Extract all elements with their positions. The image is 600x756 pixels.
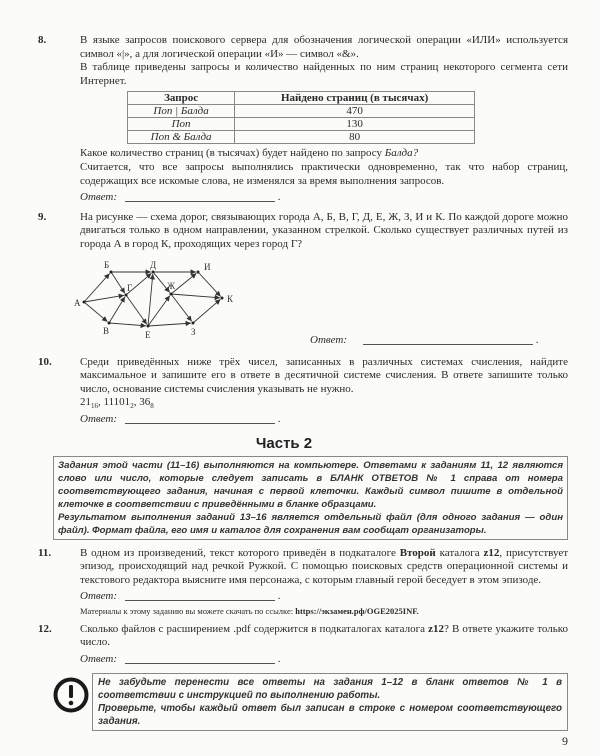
road-А-В [84,302,107,322]
road-В-Г [109,296,125,322]
road-Г-Е [126,295,147,324]
query-table [127,91,475,144]
city-node [170,292,173,295]
road-Ж-К [171,294,220,298]
part-2-instructions: Задания этой части (11–16) выполняются на компьютере. Ответами к заданиям 11, 12 являются слово или число, которые следует записать в БЛАНК ОТВЕТОВ № 1 справа от номера соответствующего задания, начиная с первой клеточки. Каждый символ пишите в отдельной клеточке в соответствии с приведёнными в бланке образцами. Результатом выполнения заданий 13–16 является отдельный файл (для одного задания — один файл). Формат файла, его имя и каталог для сохранения вам сообщат организаторы. [53,456,568,540]
city-node [83,300,86,303]
city-label: Д [150,259,157,270]
city-node [221,296,224,299]
answer-field-10[interactable] [125,423,275,424]
road-А-Г [84,295,124,302]
task-9 [0,211,568,350]
city-node [152,270,155,273]
road-В-Е [109,323,146,326]
task-8-table-intro: В таблице приведены запросы и количество найденных по ним страниц некоторого сегмента сети Интернет. [80,61,568,87]
page-number: 9 [562,733,568,748]
part-2-heading: Часть 2 [255,434,313,452]
warning [53,673,568,731]
answer-label: Ответ: [80,191,118,204]
road-З-К [193,299,220,323]
table-header-query: Запрос [128,92,235,105]
city-node [108,321,111,324]
materials-link[interactable]: https://экзамен.рф/OGE2025INF. [295,605,419,616]
road-И-К [198,272,221,297]
city-label: Г [127,282,133,293]
table-row: Поп & Балда 80 [128,131,475,144]
road-Ж-З [171,294,192,321]
city-label: Ж [167,280,176,291]
task-12-text: Сколько файлов с расширением .pdf содержится в подкаталогах каталога z12? В ответе укажите только число. [80,622,569,649]
table-header-pages: Найдено страниц (в тысячах) [235,92,475,105]
task-number-9: 9. [38,210,47,223]
task-8-intro: В языке запросов поискового сервера для обозначения логической операции «ИЛИ» используется символ «|», а для логической операции «И» — символ «&». [80,34,568,60]
task-9-text: На рисунке — схема дорог, связывающих города А, Б, В, Г, Д, Е, Ж, З, И и К. По каждой дороге можно двигаться только в одном направлении, указанном стрелкой. Сколько существует различных путей из города А в город К, проходящих через город Г? [80,210,568,250]
task-12: 12. Сколько файлов с расширением .pdf содержится в подкаталогах каталога z12? В ответе укажите только число. Ответ: . [38,622,569,666]
city-label: И [204,261,211,272]
task-number-12: 12. [38,622,52,635]
task-number-11: 11. [38,546,52,559]
answer-field-9[interactable] [363,344,533,345]
city-label: К [227,293,234,304]
city-label: Б [104,259,110,270]
city-label: Е [145,329,151,340]
task-11: 11. В одном из произведений, текст которого приведён в подкаталоге Второй каталога z12, присутствует эпизод, происходящий над речкой Ружкой. С помощью поисковых средств операционной системы и текстового редактора выясните имя персонажа, с которым главный герой беседует в этом эпизоде. Ответ: . Материалы к этому заданию вы можете скачать по ссылке: https://экзамен.рф/OGE2025INF. [38,546,569,616]
road-Е-Д [148,274,153,326]
table-row: Поп | Балда 470 [128,105,475,118]
road-А-Б [84,273,110,302]
city-label: В [103,325,110,336]
task-9-answer: Ответ: . [310,333,539,346]
task-number-10: 10. [38,355,52,368]
task-11-text: В одном из произведений, текст которого приведён в подкаталоге Второй каталога z12, присутствует эпизод, происходящий над речкой Ружкой. С помощью поисковых средств операционной системы и текстового редактора выясните имя персонажа, с которым главный герой беседует в этом эпизоде. [80,546,569,586]
city-label: А [74,297,81,308]
city-label: З [191,326,196,337]
task-8-question: Какое количество страниц (в тысячах) будет найдено по запросу Балда? [80,147,419,160]
road-graph [60,254,260,350]
city-node [197,270,200,273]
city-node [110,270,113,273]
city-node [147,324,150,327]
road-Б-Г [111,272,125,293]
road-Е-Ж [148,295,170,325]
exclamation-icon [53,677,89,713]
road-Е-З [148,323,191,326]
answer-field-12[interactable] [125,663,275,664]
warning-box: Не забудьте перенести все ответы на задания 1–12 в бланк ответов № 1 в соответствии с инструкцией по выполнению работы. Проверьте, чтобы каждый ответ был записан в строке с номером соответствующего задания. [92,673,568,731]
city-node [125,293,128,296]
city-node [192,321,195,324]
task-number-8: 8. [38,34,47,46]
answer-field-8[interactable] [125,201,275,202]
task-8: 8. В языке запросов поискового сервера для обозначения логической операции «ИЛИ» используется символ «|», а для логической операции «И» — символ «&». В таблице приведены запросы и количество найденных по ним страниц некоторого сегмента сети Интернет. Запрос Найдено страниц (в тысячах) Поп | Балда 470 Поп 130 Поп & Балда 80 Какое количество страниц (в тысячах) будет найдено по запросу Балда? Считается, что все запросы выполнялись практически одновременно, так что набор страниц, содержащих все искомые слова, не изменялся за время выполнения запросов. Ответ: . [38,34,568,204]
task-10: 10. Среди приведённых ниже трёх чисел, записанных в различных системах счисления, найдите максимальное и запишите его в ответе в десятичной системе счисления. В ответе запишите только число, основание системы счисления указывать не нужно. $21_{16}$, $11101_2$, $36_8$ Ответ: . [38,355,568,425]
answer-field-11[interactable] [125,600,275,601]
numbers-list: $21_{16}$, $11101_2$, $36_8$ [80,396,154,411]
task-10-text: Среди приведённых ниже трёх чисел, записанных в различных системах счисления, найдите максимальное и запишите его в ответе в десятичной системе счисления. В ответе запишите только число, основание системы счисления указывать не нужно. [80,355,568,395]
table-row: Поп 130 [128,118,475,131]
task-8-note: Считается, что все запросы выполнялись практически одновременно, так что набор страниц, содержащих все искомые слова, не изменялся за время выполнения запросов. [80,160,568,187]
